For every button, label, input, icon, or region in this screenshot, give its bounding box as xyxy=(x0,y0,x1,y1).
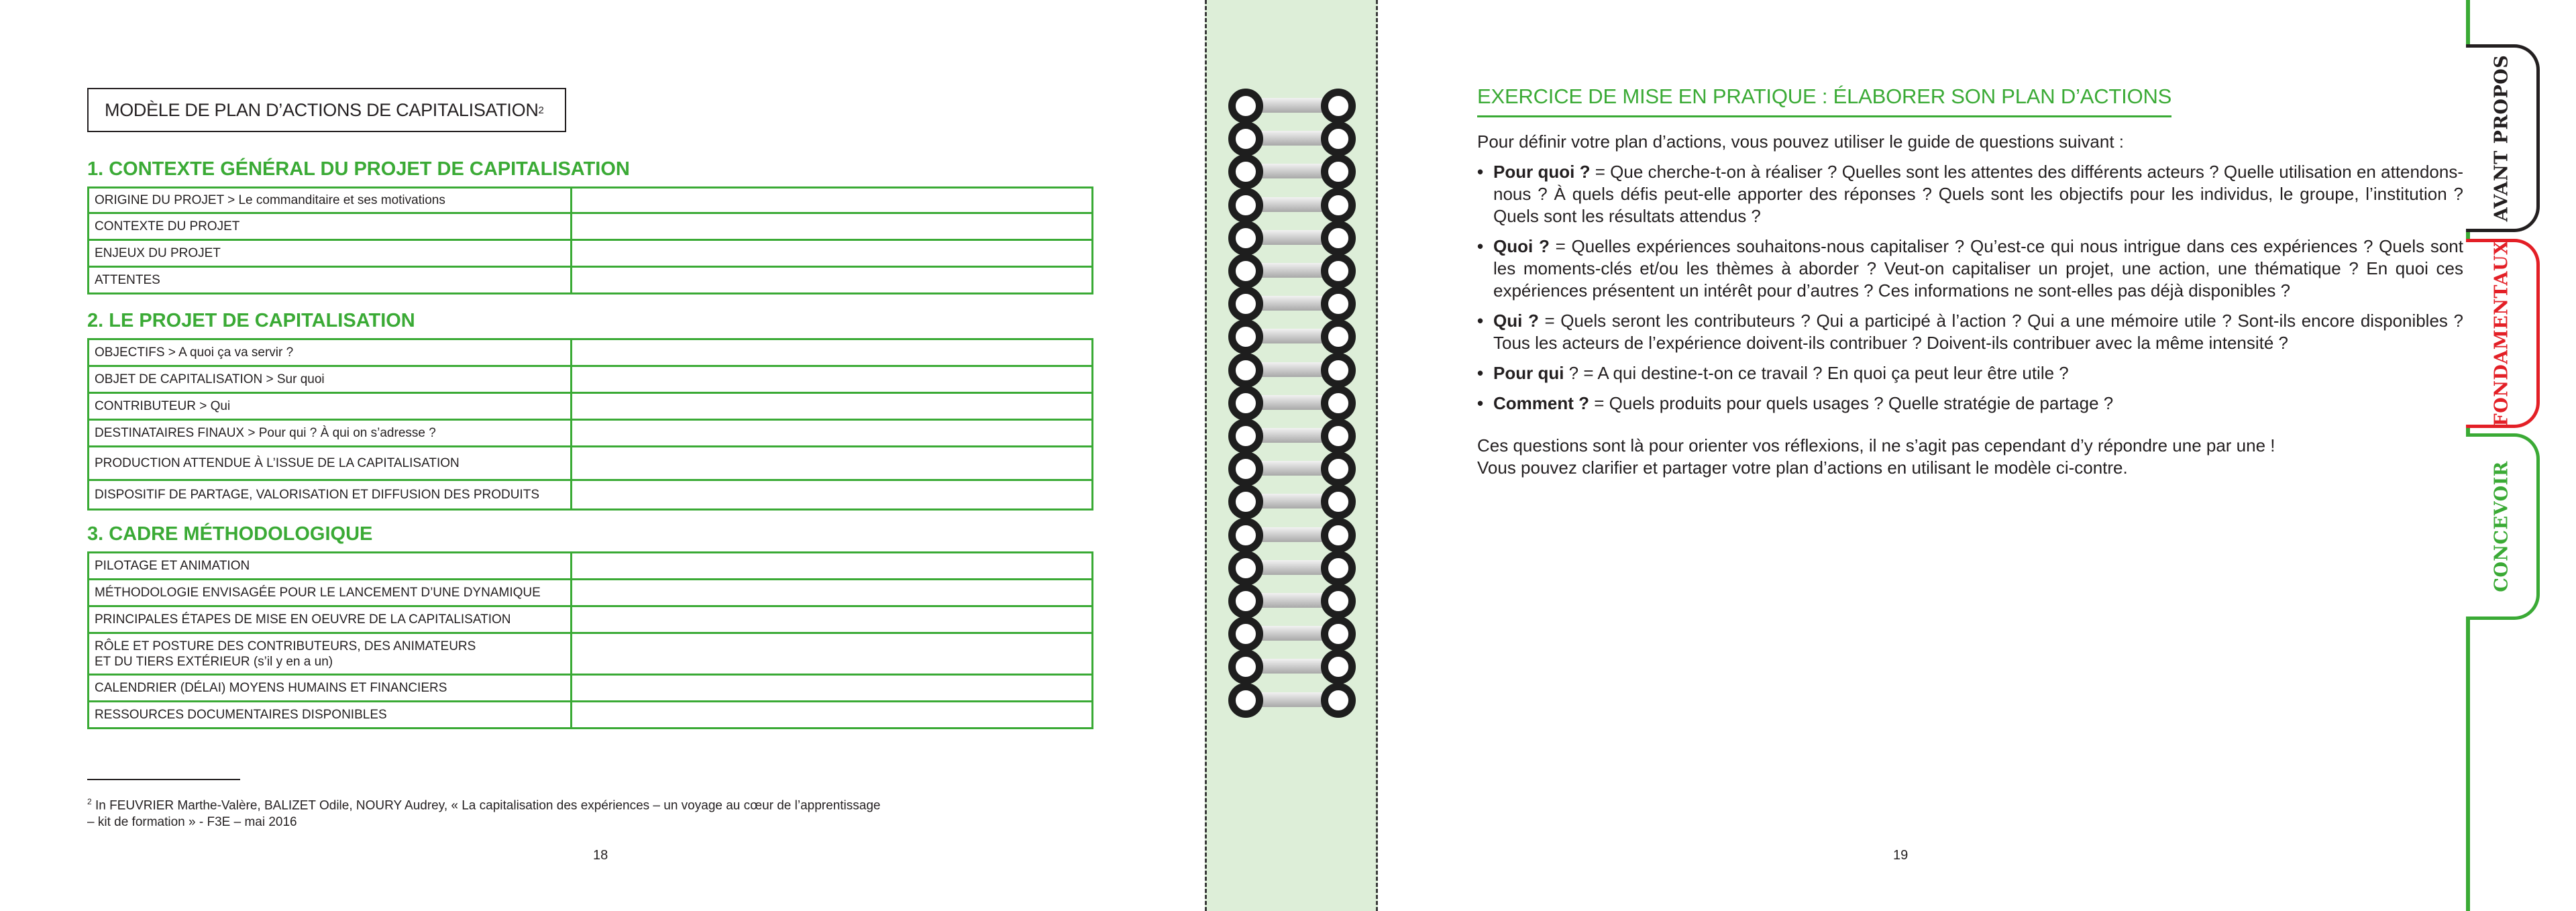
left-page xyxy=(0,0,1194,911)
row-label: PILOTAGE ET ANIMATION xyxy=(89,553,572,580)
binding-hole xyxy=(1228,154,1263,189)
intro-text: Pour définir votre plan d’actions, vous pouvez utiliser le guide de questions suivant : xyxy=(1477,131,2125,152)
binding-ring xyxy=(1228,518,1356,553)
row-label: ATTENTES xyxy=(89,267,572,294)
binding-hole xyxy=(1321,188,1356,223)
binding-ring xyxy=(1228,683,1356,718)
row-value-field[interactable] xyxy=(572,675,1093,702)
table-row xyxy=(89,393,1093,420)
binding-hole xyxy=(1228,683,1263,718)
binding-ring xyxy=(1228,484,1356,519)
binding-hole xyxy=(1228,386,1263,421)
footnote-marker: 2 xyxy=(87,797,92,806)
binding-hole xyxy=(1321,386,1356,421)
table-cadre xyxy=(87,551,1093,729)
binding-hole xyxy=(1228,221,1263,256)
row-label-line: RÔLE ET POSTURE DES CONTRIBUTEURS, DES ANIMATEURS xyxy=(95,639,476,653)
closing-line: Ces questions sont là pour orienter vos réflexions, il ne s’agit pas cependant d’y répondre une par une ! xyxy=(1477,435,2275,455)
table-row xyxy=(89,633,1093,675)
binding-hole xyxy=(1228,353,1263,388)
tab-label: FONDAMENTAUX xyxy=(2491,240,2512,427)
model-title-box xyxy=(87,88,566,132)
table-row xyxy=(89,213,1093,240)
binding-hole xyxy=(1228,551,1263,586)
table-row xyxy=(89,480,1093,510)
row-value-field[interactable] xyxy=(572,633,1093,675)
section-heading-contexte: 1. CONTEXTE GÉNÉRAL DU PROJET DE CAPITALISATION xyxy=(87,158,630,180)
binding-ring xyxy=(1228,89,1356,123)
binding-hole xyxy=(1321,286,1356,321)
row-value-field[interactable] xyxy=(572,702,1093,729)
binding-hole xyxy=(1228,617,1263,651)
row-label xyxy=(89,633,572,675)
footnote-divider xyxy=(87,779,240,780)
question-item xyxy=(1477,161,2463,227)
binding-ring xyxy=(1228,353,1356,388)
binding-ring xyxy=(1228,386,1356,421)
binding-hole xyxy=(1321,254,1356,288)
table-row xyxy=(89,240,1093,267)
section-heading-projet: 2. LE PROJET DE CAPITALISATION xyxy=(87,310,415,331)
page-number-left: 18 xyxy=(593,848,608,863)
binding-hole xyxy=(1321,484,1356,519)
tab-label: CONCEVOIR xyxy=(2491,461,2512,592)
binding-hole xyxy=(1321,353,1356,388)
footnote-line: – kit de formation » - F3E – mai 2016 xyxy=(87,815,297,830)
question-term: Pour qui xyxy=(1493,363,1564,383)
binding-hole xyxy=(1321,683,1356,718)
question-text: = Quelles expériences souhaitons-nous capitaliser ? Qu’est-ce qui nous intrigue dans ces expériences ? Quels sont les moments-clés et/ou les thèmes à aborder ? Veut-on capitaliser un projet, une action, une thématique ? En quoi ces expériences présentent un intérêt pour d’autres ? Ces informations ne sont-elles pas déjà disponibles ? xyxy=(1493,236,2463,301)
binding-ring xyxy=(1228,419,1356,453)
table-row xyxy=(89,606,1093,633)
question-text: = Quels produits pour quels usages ? Quelle stratégie de partage ? xyxy=(1589,393,2114,413)
binding-ring xyxy=(1228,319,1356,354)
binding-hole xyxy=(1228,584,1263,619)
binding-hole xyxy=(1321,617,1356,651)
binding-ring xyxy=(1228,617,1356,651)
binding-ring xyxy=(1228,551,1356,586)
closing-line: Vous pouvez clarifier et partager votre plan d’actions en utilisant le modèle ci-contre. xyxy=(1477,458,2128,478)
binding-hole xyxy=(1228,319,1263,354)
table-row xyxy=(89,188,1093,213)
row-value-field[interactable] xyxy=(572,447,1093,480)
model-title: MODÈLE DE PLAN D’ACTIONS DE CAPITALISATION xyxy=(105,99,539,120)
bullet-icon: • xyxy=(1477,393,1484,413)
table-row xyxy=(89,420,1093,447)
row-label-line: ET DU TIERS EXTÉRIEUR (s’il y en a un) xyxy=(95,654,333,669)
row-label: OBJECTIFS > A quoi ça va servir ? xyxy=(89,339,572,366)
binding-hole xyxy=(1228,121,1263,156)
exercise-title: EXERCICE DE MISE EN PRATIQUE : ÉLABORER SON PLAN D’ACTIONS xyxy=(1477,85,2171,117)
bullet-icon: • xyxy=(1477,311,1484,331)
footnote-line xyxy=(87,794,1040,814)
tab-fondamentaux[interactable] xyxy=(2466,239,2540,428)
row-value-field[interactable] xyxy=(572,339,1093,366)
question-term: Qui ? xyxy=(1493,311,1539,331)
binding-hole xyxy=(1228,89,1263,123)
binding-ring xyxy=(1228,649,1356,684)
row-value-field[interactable] xyxy=(572,366,1093,393)
row-value-field[interactable] xyxy=(572,420,1093,447)
binding-ring xyxy=(1228,584,1356,619)
binding-hole xyxy=(1228,286,1263,321)
question-term: Quoi ? xyxy=(1493,236,1550,256)
binding-ring xyxy=(1228,451,1356,486)
row-label: DISPOSITIF DE PARTAGE, VALORISATION ET DIFFUSION DES PRODUITS xyxy=(89,480,572,510)
spiral-binding xyxy=(1205,0,1378,911)
row-value-field[interactable] xyxy=(572,267,1093,294)
binding-hole xyxy=(1321,584,1356,619)
row-value-field[interactable] xyxy=(572,240,1093,267)
binding-hole xyxy=(1321,221,1356,256)
binding-hole xyxy=(1228,188,1263,223)
binding-hole xyxy=(1321,121,1356,156)
table-row xyxy=(89,580,1093,606)
table-row xyxy=(89,366,1093,393)
binding-hole xyxy=(1321,154,1356,189)
tab-concevoir[interactable] xyxy=(2466,433,2540,620)
binding-hole xyxy=(1321,551,1356,586)
bullet-icon: • xyxy=(1477,236,1484,256)
table-contexte xyxy=(87,186,1093,294)
binding-hole xyxy=(1321,319,1356,354)
binding-hole xyxy=(1228,484,1263,519)
binding-hole xyxy=(1321,419,1356,453)
row-label: CONTRIBUTEUR > Qui xyxy=(89,393,572,420)
question-text: = Quels seront les contributeurs ? Qui a participé à l’action ? Qui a une mémoire utile ? Sont-ils encore disponibles ? Tous les acteurs de l’expérience doivent-ils contribuer ? Doivent-ils contribuer avec la même intensité ? xyxy=(1493,311,2463,353)
question-text: = Que cherche-t-on à réaliser ? Quelles sont les attentes des différents acteurs ? Quelle utilisation en attendons-nous ? À quels défis peut-elle apporter des réponses ? Quels sont les objectifs pour les individus, le groupe, l’institution ? Quels sont les résultats attendus ? xyxy=(1493,162,2463,226)
row-value-field[interactable] xyxy=(572,553,1093,580)
closing-text xyxy=(1477,435,2463,479)
row-value-field[interactable] xyxy=(572,606,1093,633)
row-value-field[interactable] xyxy=(572,188,1093,213)
right-page xyxy=(1382,0,2576,911)
model-title-note: 2 xyxy=(538,104,544,116)
page-number-right: 19 xyxy=(1893,848,1909,863)
footnote-text: In FEUVRIER Marthe-Valère, BALIZET Odile, NOURY Audrey, « La capitalisation des expériences – un voyage au cœur de l’apprentissage xyxy=(91,798,881,813)
row-value-field[interactable] xyxy=(572,393,1093,420)
row-value-field[interactable] xyxy=(572,580,1093,606)
row-label: MÉTHODOLOGIE ENVISAGÉE POUR LE LANCEMENT D’UNE DYNAMIQUE xyxy=(89,580,572,606)
binding-ring xyxy=(1228,254,1356,288)
question-text: ? = A qui destine-t-on ce travail ? En quoi ça peut leur être utile ? xyxy=(1564,363,2069,383)
binding-hole xyxy=(1228,649,1263,684)
table-row xyxy=(89,675,1093,702)
question-item xyxy=(1477,362,2463,384)
row-label: CONTEXTE DU PROJET xyxy=(89,213,572,240)
row-label: DESTINATAIRES FINAUX > Pour qui ? À qui on s’adresse ? xyxy=(89,420,572,447)
table-row xyxy=(89,339,1093,366)
question-item xyxy=(1477,392,2463,415)
binding-hole xyxy=(1321,649,1356,684)
question-term: Comment ? xyxy=(1493,393,1589,413)
tab-label: AVANT PROPOS xyxy=(2491,54,2512,222)
table-row xyxy=(89,553,1093,580)
row-label: RESSOURCES DOCUMENTAIRES DISPONIBLES xyxy=(89,702,572,729)
footnote xyxy=(87,794,1040,830)
binding-hole xyxy=(1321,89,1356,123)
binding-ring xyxy=(1228,221,1356,256)
table-row xyxy=(89,702,1093,729)
table-row xyxy=(89,267,1093,294)
row-label: OBJET DE CAPITALISATION > Sur quoi xyxy=(89,366,572,393)
row-value-field[interactable] xyxy=(572,213,1093,240)
row-label: CALENDRIER (DÉLAI) MOYENS HUMAINS ET FINANCIERS xyxy=(89,675,572,702)
binding-hole xyxy=(1228,419,1263,453)
row-label: ENJEUX DU PROJET xyxy=(89,240,572,267)
binding-hole xyxy=(1321,518,1356,553)
binding-hole xyxy=(1228,451,1263,486)
row-label: PRODUCTION ATTENDUE À L’ISSUE DE LA CAPITALISATION xyxy=(89,447,572,480)
bullet-icon: • xyxy=(1477,162,1484,182)
binding-ring xyxy=(1228,286,1356,321)
binding-hole xyxy=(1228,518,1263,553)
tab-avant-propos[interactable] xyxy=(2466,44,2540,232)
section-heading-cadre: 3. CADRE MÉTHODOLOGIQUE xyxy=(87,523,373,545)
table-row xyxy=(89,447,1093,480)
row-label: PRINCIPALES ÉTAPES DE MISE EN OEUVRE DE LA CAPITALISATION xyxy=(89,606,572,633)
question-item xyxy=(1477,235,2463,302)
row-label: ORIGINE DU PROJET > Le commanditaire et ses motivations xyxy=(89,188,572,213)
question-list xyxy=(1477,161,2463,423)
row-value-field[interactable] xyxy=(572,480,1093,510)
binding-ring xyxy=(1228,154,1356,189)
binding-ring xyxy=(1228,188,1356,223)
binding-hole xyxy=(1228,254,1263,288)
binding-hole xyxy=(1321,451,1356,486)
question-term: Pour quoi ? xyxy=(1493,162,1591,182)
binding-ring xyxy=(1228,121,1356,156)
table-projet xyxy=(87,338,1093,511)
bullet-icon: • xyxy=(1477,363,1484,383)
question-item xyxy=(1477,310,2463,354)
